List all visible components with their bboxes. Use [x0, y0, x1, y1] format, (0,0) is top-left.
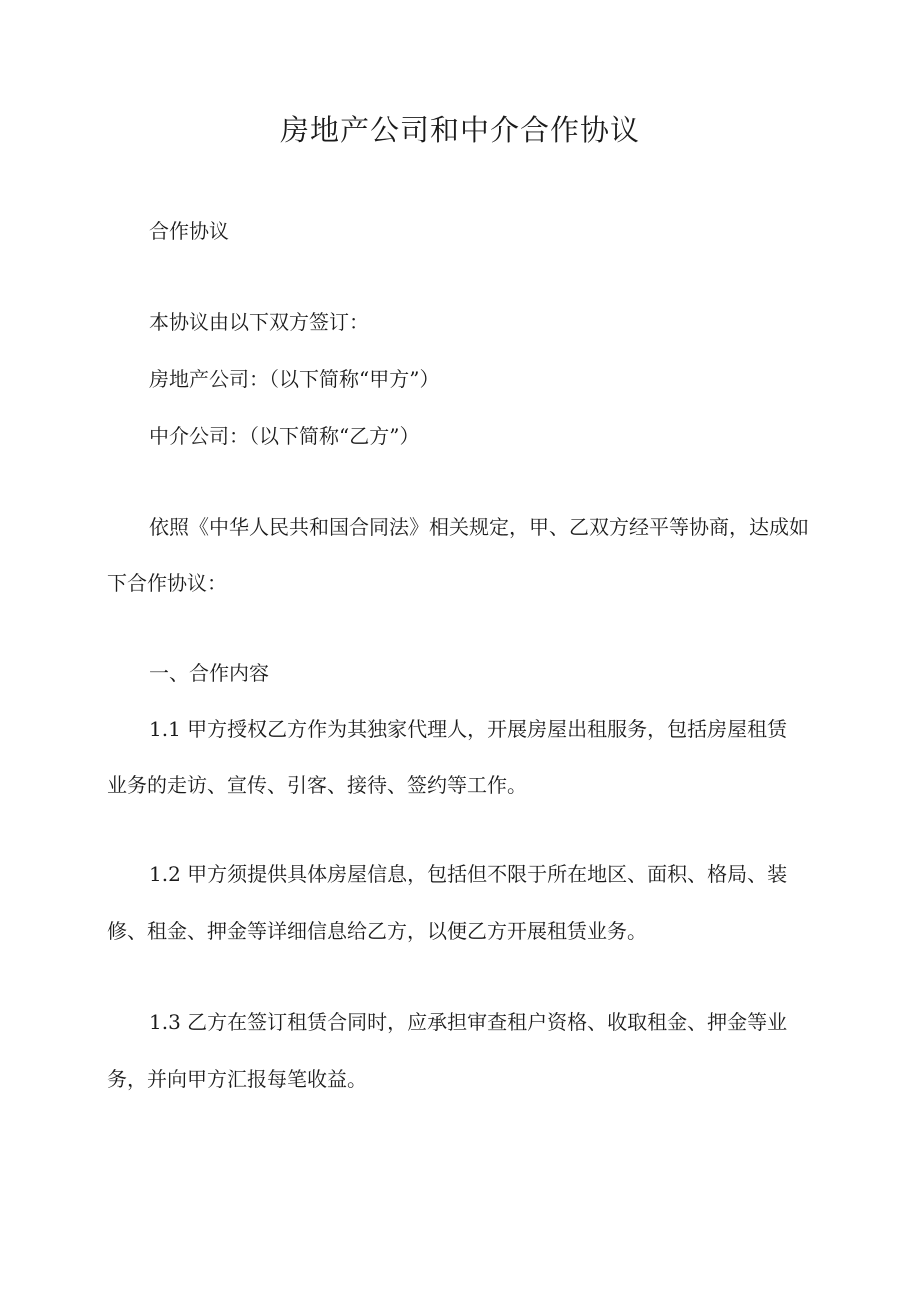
- clause-1-1-line-1: 1.1 甲方授权乙方作为其独家代理人，开展房屋出租服务，包括房屋租赁: [149, 717, 788, 741]
- agreement-heading: 合作协议: [149, 219, 229, 243]
- party-a-line: 房地产公司：（以下简称“甲方”）: [149, 367, 440, 391]
- document-title: 房地产公司和中介合作协议: [279, 113, 640, 147]
- clause-1-3-line-2: 务，并向甲方汇报每笔收益。: [107, 1067, 367, 1091]
- intro-text: 本协议由以下双方签订：: [149, 310, 369, 334]
- clause-1-2-line-2: 修、租金、押金等详细信息给乙方，以便乙方开展租赁业务。: [107, 919, 647, 943]
- section-1-heading: 一、合作内容: [149, 661, 269, 685]
- preamble-line-1: 依照《中华人民共和国合同法》相关规定，甲、乙双方经平等协商，达成如: [149, 515, 809, 539]
- clause-1-1-line-2: 业务的走访、宣传、引客、接待、签约等工作。: [107, 773, 527, 797]
- clause-1-3-line-1: 1.3 乙方在签订租赁合同时，应承担审查租户资格、收取租金、押金等业: [149, 1010, 788, 1034]
- party-b-line: 中介公司：（以下简称“乙方”）: [149, 424, 420, 448]
- clause-1-2-line-1: 1.2 甲方须提供具体房屋信息，包括但不限于所在地区、面积、格局、装: [149, 862, 788, 886]
- preamble-line-2: 下合作协议：: [107, 571, 227, 595]
